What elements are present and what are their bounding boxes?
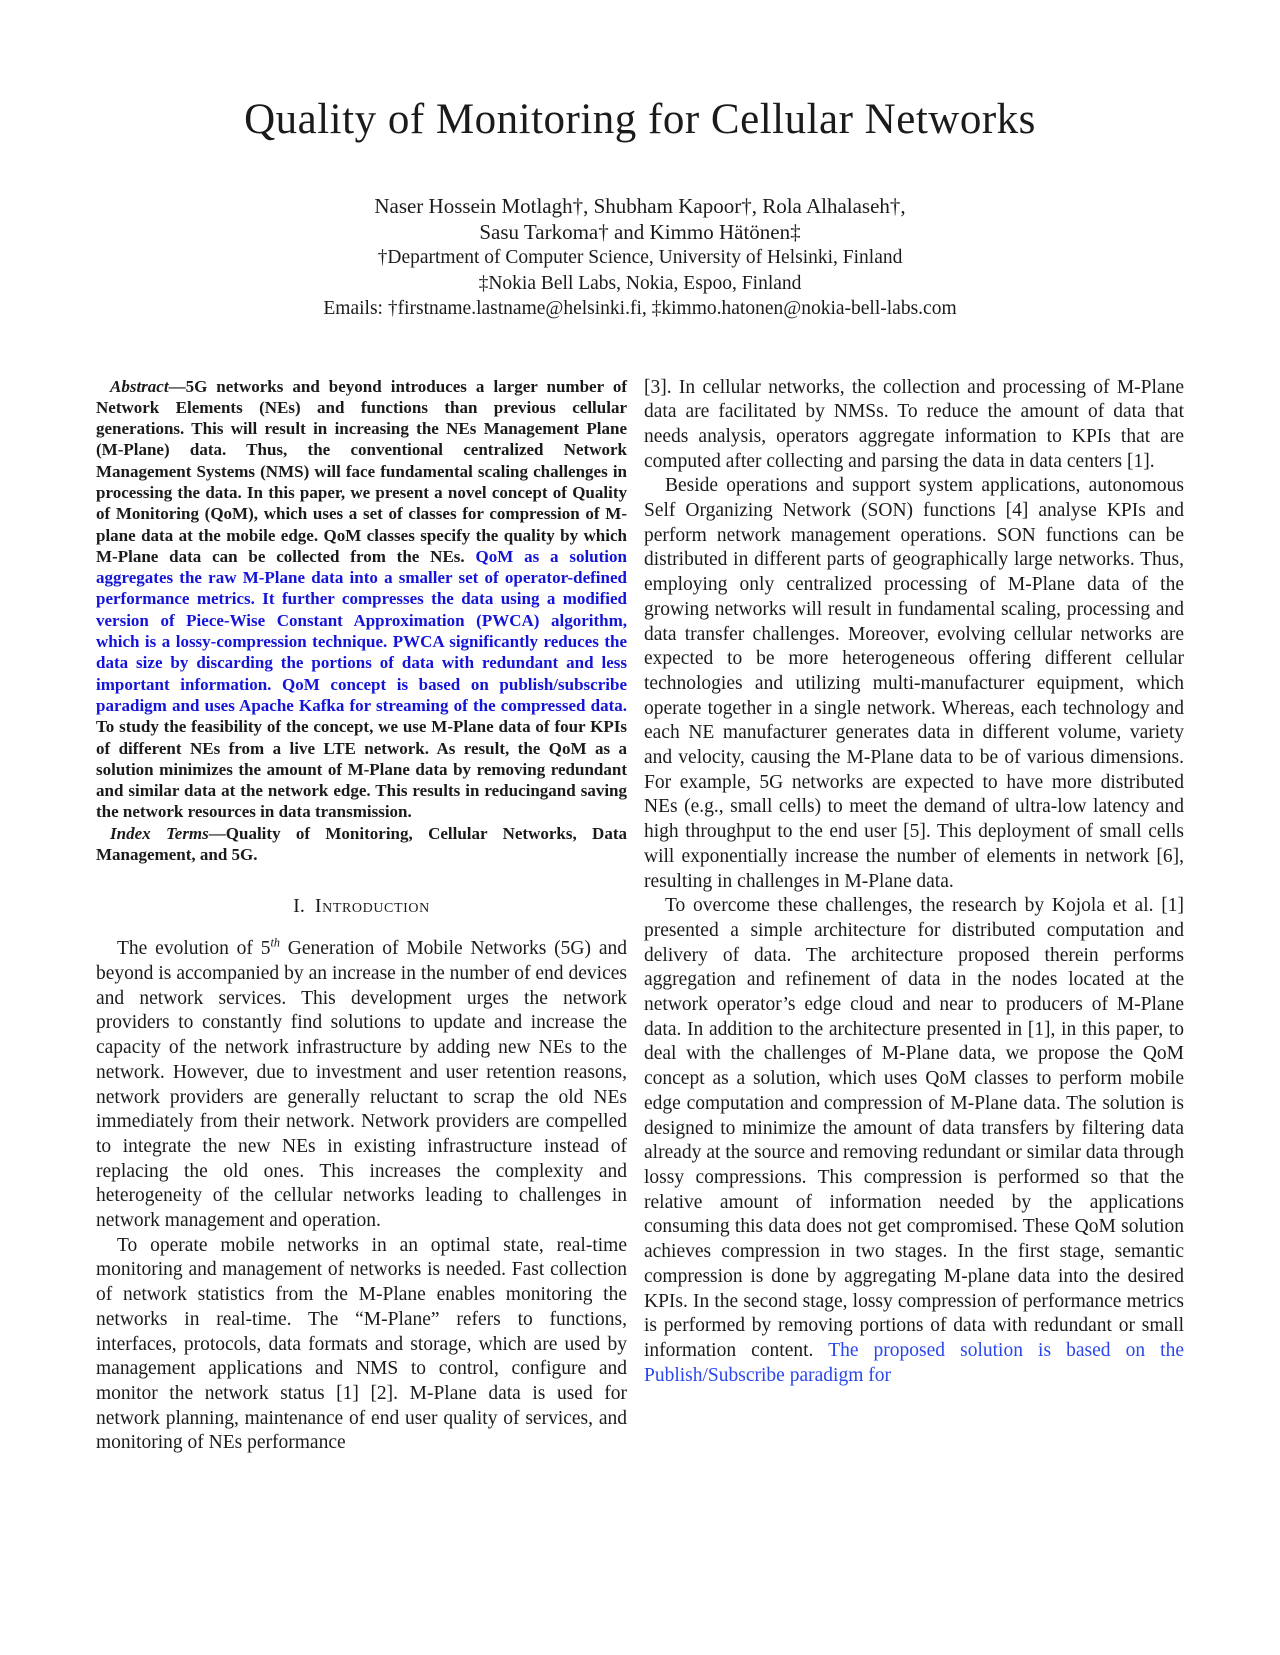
section-number: I. (293, 895, 305, 918)
text-run: To overcome these challenges, the research by Kojola et al. [1] presented a simple architecture for distributed computation and delivery of data. The architecture proposed therein performs aggregation and refinement of data in the nodes located at the network operator’s edge cloud and near to producers of M-Plane data. In addition to the architecture presented in [1], in this paper, to deal with the challenges of M-Plane data, we propose the QoM concept as a solution, which uses QoM classes to perform mobile edge computation and compression of M-Plane data. The solution is designed to minimize the amount of data transfers by filtering data already at the source and removing redundant or similar data through lossy compressions. This compression is performed so that the relative amount of information needed by the applications consuming this data does not get compromised. These QoM solution achieves compression in two stages. In the first stage, semantic compression is done by aggregating M-plane data into the desired KPIs. In the second stage, lossy compression of performance metrics is performed by removing portions of data with redundant or small information content. (644, 895, 1184, 1361)
author-block (0, 194, 1280, 322)
column-left (96, 376, 627, 1457)
paragraph (644, 894, 1184, 1388)
two-column-body (0, 376, 1280, 1457)
paragraph (96, 937, 627, 1233)
emails-line: Emails: †firstname.lastname@helsinki.fi, ‡kimmo.hatonen@nokia-bell-labs.com (323, 298, 957, 319)
text-run: To operate mobile networks in an optimal state, real-time monitoring and management of networks is needed. Fast collection of network statistics from the M-Plane enables monitoring the networks in real-time. The “M-Plane” refers to functions, interfaces, protocols, data formats and storage, which are used by management applications and NMS to control, configure and monitor the network status [1] [2]. M-Plane data is used for network planning, maintenance of end user quality of services, and monitoring of NEs performance (96, 1234, 627, 1454)
lead-in-text: Index Terms (110, 823, 209, 843)
left-column-paragraphs (96, 937, 627, 1456)
text-run: —5G networks and beyond introduces a larger number of Network Elements (NEs) and functions than previous cellular generations. This will result in increasing the NEs Management Plane (M-Plane) data. Thus, the conventional centralized Network Management Systems (NMS) will face fundamental scaling challenges in processing the data. In this paper, we present a novel concept of Quality of Monitoring (QoM), which uses a set of classes for compression of M-plane data at the mobile edge. QoM classes specify the quality by which M-Plane data can be collected from the NEs. (96, 376, 627, 566)
paper-title: Quality of Monitoring for Cellular Networks (244, 96, 1036, 143)
index-terms-paragraph (96, 823, 627, 866)
text-run: Beside operations and support system applications, autonomous Self Organizing Network (SON) functions [4] analyse KPIs and perform network management operations. SON functions can be distributed in different parts of geographically large networks. Thus, employing only centralized processing of M-Plane data of the growing networks will result in fundamental scaling, processing and data transfer challenges. Moreover, evolving cellular networks are expected to be more heterogeneous offering different cellular technologies and utilizing multi-manufacturer equipment, which operate together in a single network. Whereas, each technology and each NE manufacturer generates data in different volume, variety and velocity, causing the M-Plane data to be of various dimensions. For example, 5G networks are expected to have more distributed NEs (e.g., small cells) to meet the demand of ultra-low latency and high throughput to the end user [5]. This deployment of small cells will exponentially increase the number of elements in network [6], resulting in challenges in M-Plane data. (644, 475, 1184, 892)
text-run: The evolution of 5 (117, 938, 271, 960)
text-run: To study the feasibility of the concept, we use M-Plane data of four KPIs of different NEs from a live LTE network. As result, the QoM as a solution minimizes the amount of M-Plane data by removing redundant and similar data at the network edge. This results in reducingand saving the network resources in data transmission. (96, 717, 627, 822)
lead-in-text: Abstract (110, 376, 169, 396)
paragraph (644, 376, 1184, 475)
abstract-block (96, 376, 627, 866)
affiliation-line: †Department of Computer Science, University of Helsinki, Finland (377, 247, 903, 268)
affiliation-line: ‡Nokia Bell Labs, Nokia, Espoo, Finland (478, 272, 802, 294)
right-column-paragraphs (644, 376, 1184, 1389)
highlighted-text: The proposed solution is based on the Publish/Subscribe paradigm for (644, 1339, 1185, 1386)
section-heading-introduction (96, 895, 627, 918)
text-run: [3]. In cellular networks, the collection and processing of M-Plane data are facilitated by NMSs. To reduce the amount of data that needs analysis, operators aggregate information to KPIs that are computed after collecting and parsing the data in data centers [1]. (644, 376, 1184, 472)
column-right (644, 376, 1184, 1389)
superscript-text: th (270, 935, 280, 950)
introduction-section (96, 895, 627, 1456)
text-run: Generation of Mobile Networks (5G) and beyond is accompanied by an increase in the number of end devices and network services. This development urges the network providers to constantly find solutions to update and increase the capacity of the network infrastructure by adding new NEs to the network. However, due to investment and user retention reasons, network providers are generally reluctant to scrap the old NEs immediately from their network. Network providers are compelled to integrate the new NEs in existing infrastructure instead of replacing the old ones. This increases the complexity and heterogeneity of the cellular networks leading to challenges in network management and operation. (96, 938, 627, 1232)
paragraph (96, 1234, 627, 1456)
highlighted-text: QoM as a solution aggregates the raw M-Plane data into a smaller set of operator-defined performance metrics. It further compresses the data using a modified version of Piece-Wise Constant Approximation (PWCA) algorithm, which is a lossy-compression technique. PWCA significantly reduces the data size by discarding the portions of data with redundant and less important information. QoM concept is based on publish/subscribe paradigm and uses Apache Kafka for streaming of the compressed data. (96, 546, 627, 715)
section-title: Introduction (314, 895, 430, 918)
abstract-paragraph (96, 376, 627, 823)
author-line: Sasu Tarkoma† and Kimmo Hätönen‡ (479, 219, 801, 244)
author-line: Naser Hossein Motlagh†, Shubham Kapoor†, Rola Alhalaseh†, (374, 194, 906, 218)
text-run: —Quality of Monitoring, Cellular Networks, Data Management, and 5G. (96, 823, 627, 865)
paragraph (644, 474, 1184, 894)
